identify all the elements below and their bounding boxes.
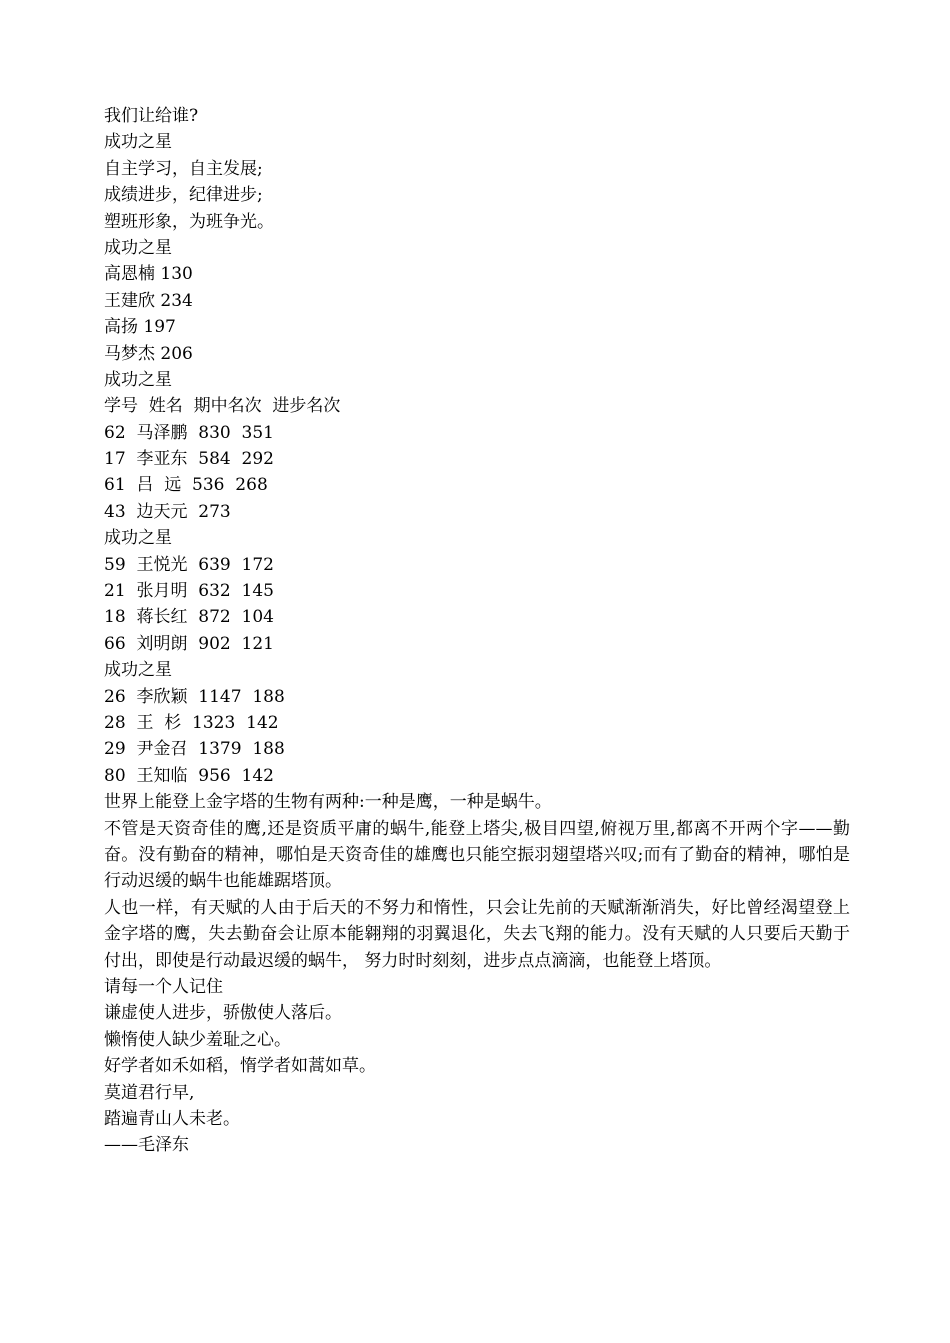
section-title: 成功之星 (104, 528, 172, 549)
table-row: 80 王知临 956 142 (104, 765, 274, 786)
quote-heading: 请每一个人记住 (104, 976, 223, 997)
essay-paragraph: 不管是天资奇佳的鹰,还是资质平庸的蜗牛,能登上塔尖,极目四望,俯视万里,都离不开两个字——勤奋。没有勤奋的精神，哪怕是天资奇佳的雄鹰也只能空振羽翅望塔兴叹;而有了勤奋的精神，哪怕是行动迟缓的蜗牛也能雄踞塔顶。 (104, 818, 850, 892)
motto-line: 自主学习，自主发展; (104, 158, 263, 179)
section-title: 成功之星 (104, 237, 172, 258)
table-row: 28 王 杉 1323 142 (104, 712, 279, 733)
table-row: 29 尹金召 1379 188 (104, 739, 285, 760)
essay-intro: 世界上能登上金字塔的生物有两种:一种是鹰，一种是蜗牛。 (104, 792, 552, 813)
table-row: 66 刘明朗 902 121 (104, 633, 274, 654)
list-item: 高扬 197 (104, 317, 176, 338)
poem-line: 莫道君行早, (104, 1082, 195, 1103)
table-row: 43 边天元 273 (104, 501, 231, 522)
quote-line: 好学者如禾如稻，惰学者如蒿如草。 (104, 1056, 376, 1077)
table-row: 26 李欣颖 1147 188 (104, 686, 285, 707)
poem-line: 踏遍青山人未老。 (104, 1108, 240, 1129)
table-row: 61 吕 远 536 268 (104, 475, 268, 496)
essay-paragraph: 人也一样，有天赋的人由于后天的不努力和惰性，只会让先前的天赋渐渐消失，好比曾经渴望登上金字塔的鹰，失去勤奋会让原本能翱翔的羽翼退化，失去飞翔的能力。没有天赋的人只要后天勤于付出，即使是行动最迟缓的蜗牛， 努力时时刻刻，进步点点滴滴，也能登上塔顶。 (104, 897, 850, 971)
poem-attribution: ——毛泽东 (104, 1135, 189, 1156)
section-title: 成功之星 (104, 369, 172, 390)
document-body (104, 103, 850, 1159)
table-row: 59 王悦光 639 172 (104, 554, 274, 575)
quote-line: 谦虚使人进步，骄傲使人落后。 (104, 1003, 342, 1024)
table-row: 17 李亚东 584 292 (104, 449, 274, 470)
motto-line: 成绩进步，纪律进步; (104, 185, 263, 206)
table-row: 62 马泽鹏 830 351 (104, 422, 274, 443)
list-item: 王建欣 234 (104, 290, 193, 311)
list-item: 马梦杰 206 (104, 343, 193, 364)
section-title: 成功之星 (104, 132, 172, 153)
table-row: 18 蒋长红 872 104 (104, 607, 274, 628)
motto-line: 塑班形象，为班争光。 (104, 211, 274, 232)
table-row: 21 张月明 632 145 (104, 581, 274, 602)
heading-who: 我们让给谁? (104, 106, 199, 126)
quote-line: 懒惰使人缺少羞耻之心。 (104, 1029, 291, 1050)
section-title: 成功之星 (104, 660, 172, 681)
table-header: 学号 姓名 期中名次 进步名次 (104, 396, 341, 417)
list-item: 高恩楠 130 (104, 264, 193, 285)
